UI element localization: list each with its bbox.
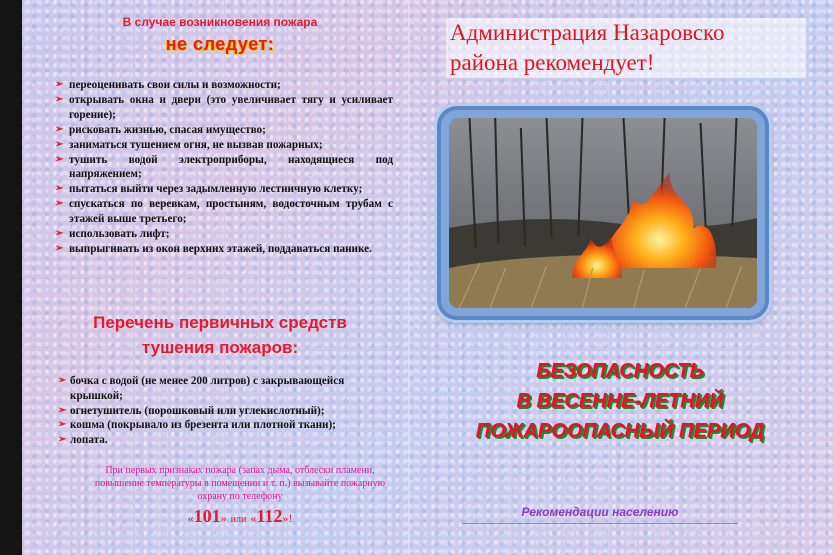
heading-primary-means-line1: Перечень первичных средств: [93, 313, 347, 332]
list-item: ➢ пытаться выйти через задымленную лестничную клетку;: [55, 183, 363, 196]
emergency-phones: «101» или «112»!: [187, 506, 293, 526]
administration-heading: [446, 18, 806, 78]
arrow-bullet-icon: ➢: [55, 183, 64, 195]
arrow-bullet-icon: ➢: [58, 404, 67, 416]
arrow-bullet-icon: ➢: [55, 93, 64, 105]
fold-divider: [408, 0, 410, 555]
list-item: ➢ открывать окна и двери (это увеличивает тягу и усиливает горение);: [55, 93, 393, 121]
phone-number-112: 112: [256, 506, 283, 526]
arrow-bullet-icon: ➢: [58, 375, 67, 386]
list-item: ➢ переоценивать свои силы и возможности;: [55, 79, 281, 91]
wildfire-photo: [449, 118, 757, 308]
administration-line2: района рекомендует!: [450, 50, 655, 75]
list-item: ➢ выпрыгивать из окон верхних этажей, поддаваться панике.: [55, 242, 372, 255]
list-item: ➢ спускаться по веревкам, простыням, водосточным трубам с этажей выше третьего;: [55, 198, 393, 226]
list-item: ➢ рисковать жизнью, спасая имущество;: [55, 123, 266, 136]
list-item: ➢ заниматься тушением огня, не вызвав пожарных;: [55, 138, 323, 151]
heading-primary-means: [40, 310, 400, 360]
rules-list: [55, 78, 393, 257]
photo-frame: [437, 106, 769, 320]
phone-or-label: или: [230, 514, 247, 525]
title-line3: ПОЖАРООПАСНЫЙ ПЕРИОД: [475, 420, 765, 442]
arrow-bullet-icon: ➢: [58, 419, 67, 431]
list-item: ➢ лопата.: [58, 434, 108, 447]
arrow-bullet-icon: ➢: [55, 242, 64, 254]
arrow-bullet-icon: ➢: [55, 198, 64, 210]
heading-case-of-fire: В случае возникновения пожара: [122, 15, 318, 29]
list-item: ➢ кошма (покрывало из брезента или плотной ткани);: [58, 419, 336, 432]
arrow-bullet-icon: ➢: [55, 228, 64, 240]
list-item: ➢ тушить водой электроприборы, находящиеся под напряжением;: [55, 153, 393, 181]
heading-primary-means-line2: тушения пожаров:: [141, 338, 299, 357]
heading-should-not: не следует:: [165, 34, 275, 54]
arrow-bullet-icon: ➢: [58, 434, 67, 446]
title-line1: БЕЗОПАСНОСТЬ: [536, 360, 704, 382]
recommendations-caption: Рекомендации населению: [521, 505, 679, 519]
left-black-border: [0, 0, 22, 555]
arrow-bullet-icon: ➢: [55, 138, 64, 150]
list-item: ➢ использовать лифт;: [55, 228, 170, 241]
caption-underline: [462, 523, 738, 524]
means-list: [58, 374, 394, 448]
fire-call-hint: При первых признаках пожара (запах дыма, отблески пламени, повышение температуры в помещении и т. п.) вызывайте пожарную охрану по телефону: [94, 465, 386, 502]
phone-number-101: 101: [193, 506, 221, 526]
administration-line1: Администрация Назаровско: [450, 20, 725, 45]
title-line2: В ВЕСЕННЕ-ЛЕТНИЙ: [516, 390, 724, 412]
arrow-bullet-icon: ➢: [55, 123, 64, 135]
leaflet-title: [420, 356, 820, 446]
list-item: ➢ огнетушитель (порошковый или углекислотный);: [58, 404, 325, 417]
list-item: ➢ бочка с водой (не менее 200 литров) с закрывающейся крышкой;: [58, 375, 345, 402]
arrow-bullet-icon: ➢: [55, 79, 64, 90]
arrow-bullet-icon: ➢: [55, 153, 64, 165]
